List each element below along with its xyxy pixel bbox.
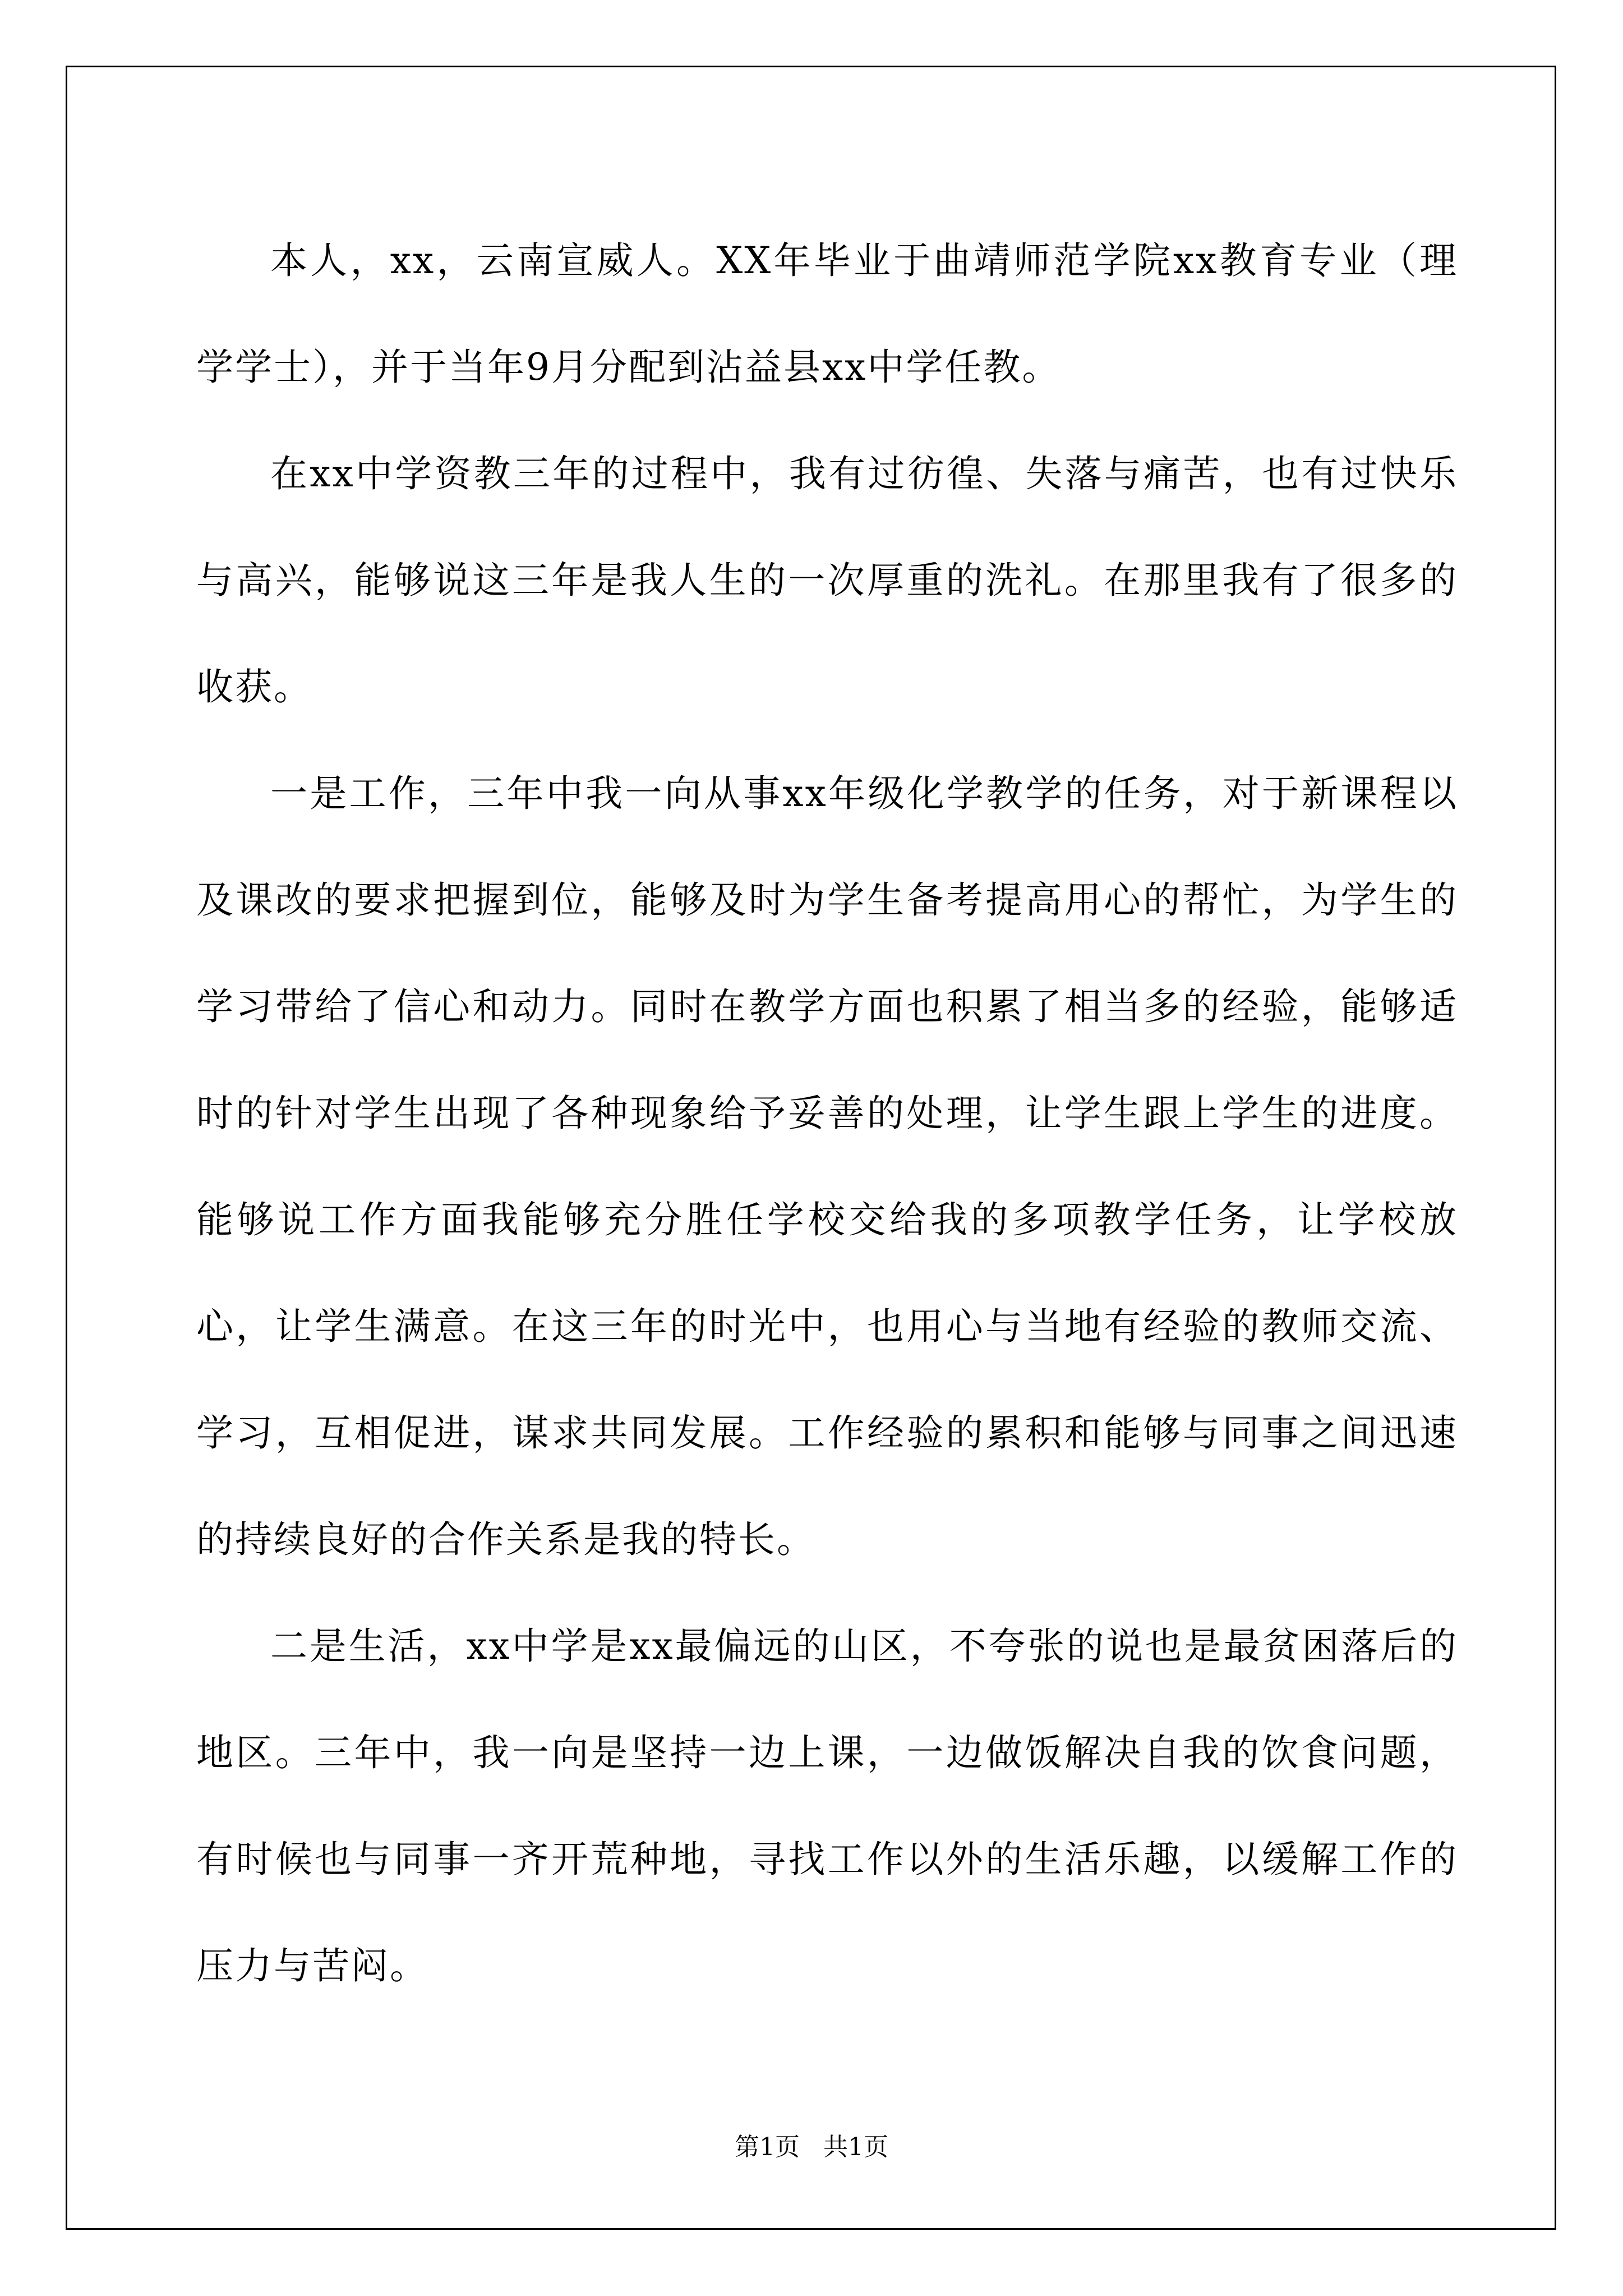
page-total: 共1页: [823, 2133, 888, 2161]
document-body: [196, 208, 1458, 2019]
paragraph-2: 在xx中学资教三年的过程中，我有过彷徨、失落与痛苦，也有过快乐与高兴，能够说这三年是我人生的一次厚重的洗礼。在那里我有了很多的收获。: [196, 452, 1458, 708]
paragraph-1: 本人，xx，云南宣威人。XX年毕业于曲靖师范学院xx教育专业（理学学士），并于当年9月分配到沾益县xx中学任教。: [196, 239, 1458, 389]
page-number: 第1页: [735, 2133, 800, 2161]
paragraph-3: 一是工作，三年中我一向从事xx年级化学教学的任务，对于新课程以及课改的要求把握到位，能够及时为学生备考提高用心的帮忙，为学生的学习带给了信心和动力。同时在教学方面也积累了相当多的经验，能够适时的针对学生出现了各种现象给予妥善的处理，让学生跟上学生的进度。能够说工作方面我能够充分胜任学校交给我的多项教学任务，让学校放心，让学生满意。在这三年的时光中，也用心与当地有经验的教师交流、学习，互相促进，谋求共同发展。工作经验的累积和能够与同事之间迅速的持续良好的合作关系是我的特长。: [196, 772, 1458, 1561]
paragraph-4: 二是生活，xx中学是xx最偏远的山区，不夸张的说也是最贫困落后的地区。三年中，我一向是坚持一边上课，一边做饭解决自我的饮食问题，有时候也与同事一齐开荒种地，寻找工作以外的生活乐趣，以缓解工作的压力与苦闷。: [196, 1625, 1458, 1987]
page-footer: [0, 2131, 1623, 2164]
